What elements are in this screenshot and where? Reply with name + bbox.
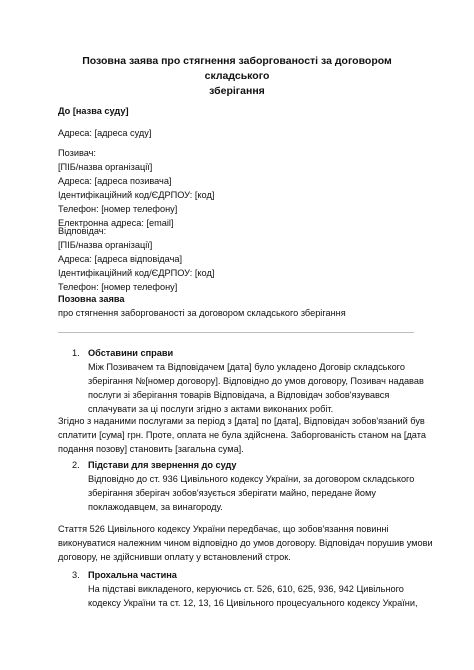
plaintiff-line: Електронна адреса: [email] xyxy=(58,218,174,228)
defendant-line: Адреса: [адреса відповідача] xyxy=(58,254,183,264)
section-body xyxy=(88,360,428,416)
body-line: сплачувати за ці послуги згідно з актами виконаних робіт. xyxy=(88,404,334,414)
body-line: Відповідно до ст. 936 Цивільного кодексу України, за договором складського xyxy=(88,474,415,484)
paragraph-line: подання позову] становить [загальна сума]. xyxy=(58,444,244,454)
section-3 xyxy=(58,568,428,610)
body-line: кодексу України та ст. 12, 13, 16 Цивільного процесуального кодексу України, xyxy=(88,598,418,608)
section-number: 2. xyxy=(72,460,80,470)
body-line: зберігання №[номер договору]. Відповідно до умов договору, Позивач надавав xyxy=(88,376,424,386)
court-block xyxy=(58,104,428,118)
paragraph-line: Стаття 526 Цивільного кодексу України передбачає, що зобов'язання повинні xyxy=(58,524,389,534)
court-name: До [назва суду] xyxy=(58,106,129,116)
defendant-line: Телефон: [номер телефону] xyxy=(58,282,178,292)
claim-heading: Позовна заява xyxy=(58,294,125,304)
plaintiff-line: Адреса: [адреса позивача] xyxy=(58,176,172,186)
court-address: Адреса: [адреса суду] xyxy=(58,128,152,138)
defendant-heading: Відповідач: xyxy=(58,226,107,236)
section-1 xyxy=(58,346,428,416)
paragraph-article xyxy=(58,522,433,564)
defendant-line: Ідентифікаційний код/ЄДРПОУ: [код] xyxy=(58,268,215,278)
title-line: зберігання xyxy=(209,85,265,97)
section-title: Обставини справи xyxy=(88,348,174,358)
plaintiff-line: Телефон: [номер телефону] xyxy=(58,204,178,214)
paragraph-line: виконуватися належним чином відповідно до умов договору. Відповідач порушив умови xyxy=(58,538,433,548)
claim-block xyxy=(58,292,428,320)
paragraph-line: Згідно з наданими послугами за період з [дата] по [дата], Відповідач зобов'язаний був xyxy=(58,416,425,426)
court-address-block xyxy=(58,126,428,140)
section-body xyxy=(88,472,428,514)
paragraph-line: договору, не здійснивши оплату у встановлений строк. xyxy=(58,552,291,562)
section-number: 1. xyxy=(72,348,80,358)
section-divider xyxy=(58,332,414,333)
body-line: Між Позивачем та Відповідачем [дата] було укладено Договір складського xyxy=(88,362,405,372)
plaintiff-heading: Позивач: xyxy=(58,148,96,158)
title-line: Позовна заява про стягнення заборгованості за договором складського xyxy=(82,55,392,82)
plaintiff-line: Ідентифікаційний код/ЄДРПОУ: [код] xyxy=(58,190,215,200)
plaintiff-block xyxy=(58,146,428,230)
section-body xyxy=(88,582,428,610)
paragraph-line: сплатити [сума] грн. Проте, оплата не була здійснена. Заборгованість станом на [дата xyxy=(58,430,426,440)
body-line: На підставі викладеного, керуючись ст. 526, 610, 625, 936, 942 Цивільного xyxy=(88,584,404,594)
section-number: 3. xyxy=(72,570,80,580)
body-line: зберігання зберігач зобов'язується зберігати майно, передане йому xyxy=(88,488,376,498)
body-line: послуги зі зберігання товарів Відповідача, а Відповідач зобов'язувався xyxy=(88,390,390,400)
plaintiff-line: [ПІБ/назва організації] xyxy=(58,162,153,172)
claim-subtitle: про стягнення заборгованості за договором складського зберігання xyxy=(58,308,346,318)
body-line: поклажодавцем, за винагороду. xyxy=(88,502,223,512)
defendant-line: [ПІБ/назва організації] xyxy=(58,240,153,250)
document-title xyxy=(60,54,414,99)
section-title: Прохальна частина xyxy=(88,570,177,580)
section-title: Підстави для звернення до суду xyxy=(88,460,237,470)
section-2 xyxy=(58,458,428,514)
paragraph-debt xyxy=(58,414,428,456)
defendant-block xyxy=(58,224,428,294)
